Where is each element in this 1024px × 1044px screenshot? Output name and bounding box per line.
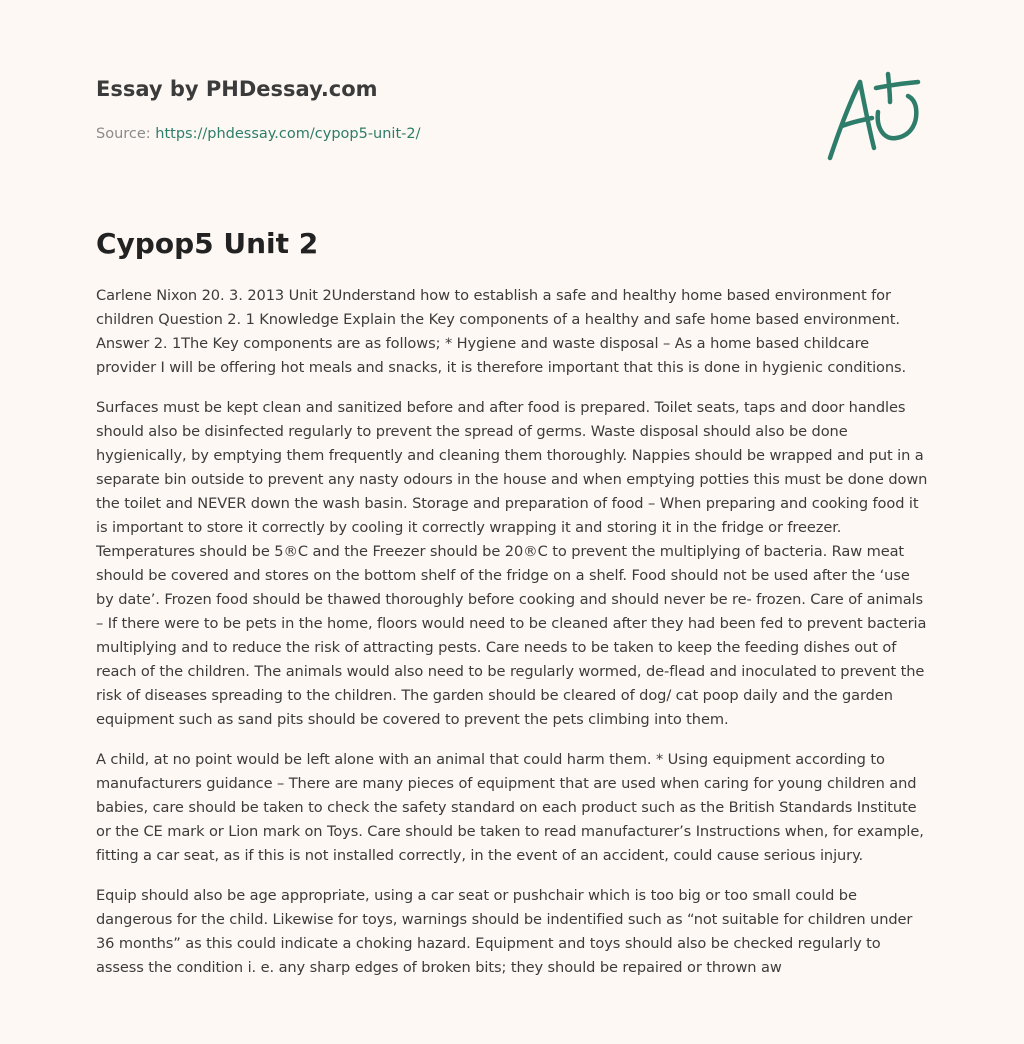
- source-label: Source:: [96, 126, 156, 142]
- essay-paragraph: Carlene Nixon 20. 3. 2013 Unit 2Understand how to establish a safe and healthy home based environment for children Question 2. 1 Knowledge Explain the Key components of a healthy and safe home based environment. Answer 2. 1The Key components are as follows; * Hygiene and waste disposal – As a home based childcare provider I will be offering hot meals and snacks, it is therefore important that this is done in hygienic conditions.: [96, 287, 907, 376]
- essay-body: [96, 284, 930, 996]
- site-title: Essay by PHDessay.com: [96, 77, 378, 101]
- essay-paragraph: Surfaces must be kept clean and sanitized before and after food is prepared. Toilet seats, taps and door handles should also be disinfected regularly to prevent the spread of germs. Waste disposal should also be done hygienically, by emptying them frequently and cleaning them thoroughly. Nappies should be wrapped and put in a separate bin outside to prevent any nasty odours in the house and when emptying potties this must be done down the toilet and NEVER down the wash basin. Storage and preparation of food – When preparing and cooking food it is important to store it correctly by cooling it correctly wrapping it and storing it in the fridge or freezer. Temperatures should be 5®C and the Freezer should be 20®C to prevent the multiplying of bacteria. Raw meat should be covered and stores on the bottom shelf of the fridge on a shelf. Food should not be used after the ‘use by date’. Frozen food should be thawed thoroughly before cooking and should never be re- frozen. Care of animals – If there were to be pets in the home, floors would need to be cleaned after they had been fed to prevent bacteria multiplying and to reduce the risk of attracting pests. Care needs to be taken to keep the feeding dishes out of reach of the children. The animals would also need to be regularly wormed, de-flead and inoculated to prevent the risk of diseases spreading to the children. The garden should be cleared of dog/ cat poop daily and the garden equipment such as sand pits should be covered to prevent the pets climbing into them.: [96, 399, 928, 728]
- source-link[interactable]: https://phdessay.com/cypop5-unit-2/: [155, 126, 421, 142]
- page-header: [96, 74, 928, 144]
- a-plus-logo-icon: [822, 68, 926, 164]
- essay-paragraph: A child, at no point would be left alone with an animal that could harm them. * Using equipment according to manufacturers guidance – There are many pieces of equipment that are used when caring for young children and babies, care should be taken to check the safety standard on each product such as the British Standards Institute or the CE mark or Lion mark on Toys. Care should be taken to read manufacturer’s Instructions when, for example, fitting a car seat, as if this is not installed correctly, in the event of an accident, could cause serious injury.: [96, 751, 924, 864]
- essay-paragraph: Equip should also be age appropriate, using a car seat or pushchair which is too big or too small could be dangerous for the child. Likewise for toys, warnings should be indentified such as “not suitable for children under 36 months” as this could indicate a choking hazard. Equipment and toys should also be checked regularly to assess the condition i. e. any sharp edges of broken bits; they should be repaired or thrown aw: [96, 887, 913, 976]
- source-line: [96, 124, 928, 144]
- essay-title: Cypop5 Unit 2: [96, 227, 319, 260]
